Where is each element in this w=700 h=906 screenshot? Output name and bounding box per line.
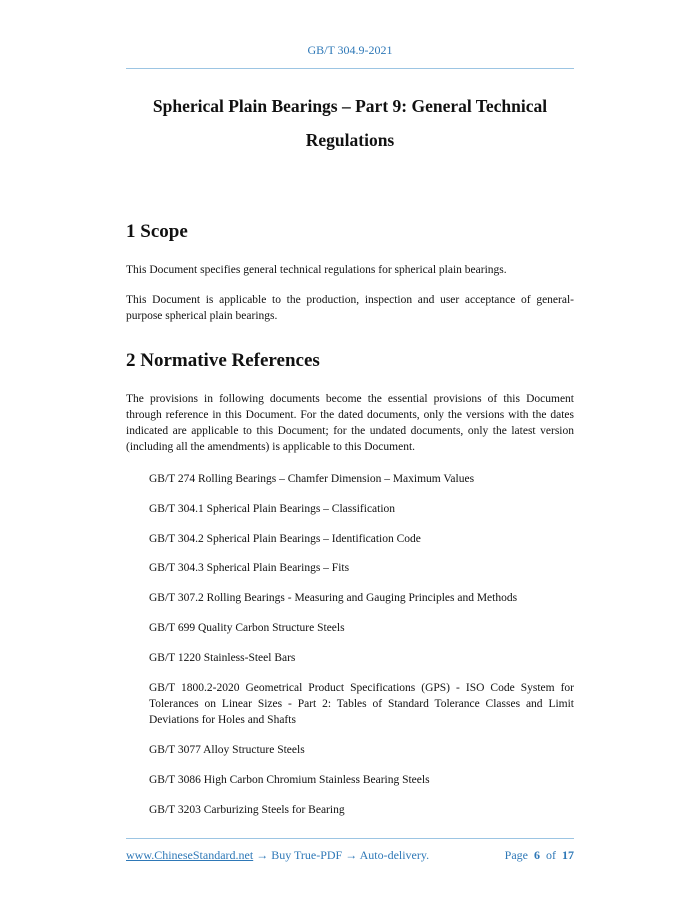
reference-item: GB/T 3086 High Carbon Chromium Stainless Bearing Steels [149,774,430,786]
total-pages-number: 17 [562,848,574,862]
reference-item: GB/T 3203 Carburizing Steels for Bearing [149,804,345,816]
document-title-line-1: Spherical Plain Bearings – Part 9: General Technical [152,96,548,116]
reference-item: GB/T 699 Quality Carbon Structure Steels [149,622,345,634]
reference-item: GB/T 304.3 Spherical Plain Bearings – Fits [149,562,350,574]
current-page-number: 6 [534,848,540,862]
chinesestandard-link[interactable]: www.ChineseStandard.net [126,848,254,862]
scope-paragraph-1: This Document specifies general technical regulations for spherical plain bearings. [126,264,507,276]
page-of-label: of [546,848,556,862]
normative-references-intro: The provisions in following documents become the essential provisions of this Document through reference in this Document. For the dated documents, only the versions with the dates indicated are applicable to this Document; for the undated documents, only the latest version (including all the amendments) is applicable to this Document. [126,393,574,453]
section-1-heading: 1 Scope [126,221,188,242]
header-divider [126,68,574,69]
scope-paragraph-2: This Document is applicable to the production, inspection and user acceptance of general-purpose spherical plain bearings. [126,294,574,322]
reference-item: GB/T 1220 Stainless-Steel Bars [149,652,296,664]
document-id-header: GB/T 304.9-2021 [307,43,393,57]
reference-item: GB/T 274 Rolling Bearings – Chamfer Dimension – Maximum Values [149,473,475,485]
footer-divider [126,838,574,839]
footer-promo [126,848,429,863]
reference-item: GB/T 3077 Alloy Structure Steels [149,744,305,756]
page-label: Page [504,848,528,862]
section-2-heading: 2 Normative References [126,350,320,371]
reference-item: GB/T 1800.2-2020 Geometrical Product Specifications (GPS) - ISO Code System for Tolerances on Linear Sizes - Part 2: Tables of Standard Tolerance Classes and Limit Deviations for Holes and Shafts [149,682,574,726]
reference-item: GB/T 307.2 Rolling Bearings - Measuring and Gauging Principles and Methods [149,592,518,604]
reference-item: GB/T 304.2 Spherical Plain Bearings – Identification Code [149,533,421,545]
reference-item: GB/T 304.1 Spherical Plain Bearings – Classification [149,503,396,515]
footer-tagline: → Buy True-PDF → Auto-delivery. [253,848,430,862]
document-title-line-2: Regulations [305,130,395,150]
page-indicator [505,848,574,863]
